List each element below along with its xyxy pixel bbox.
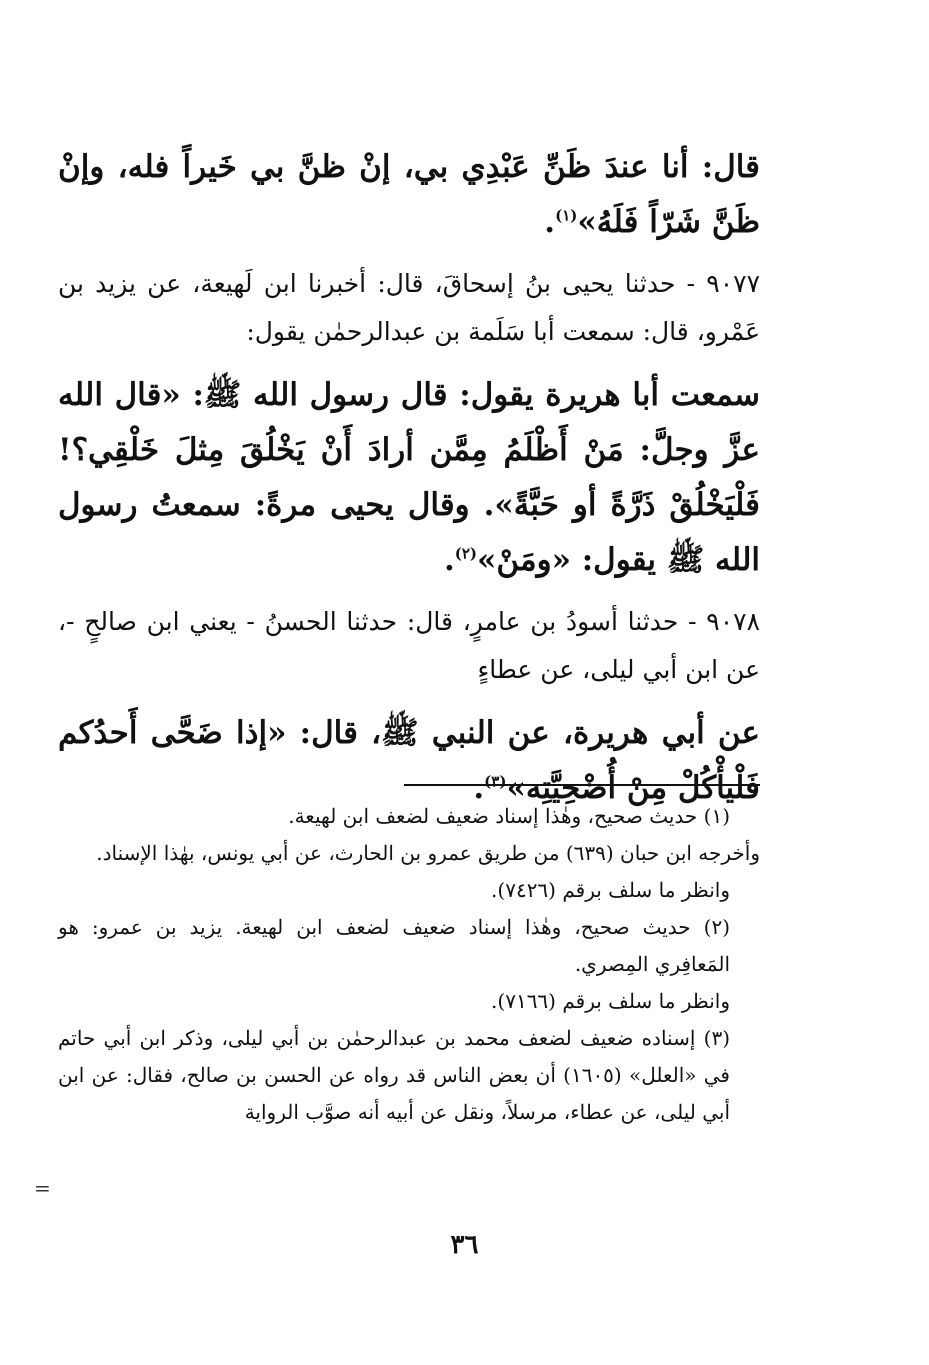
hadith-text-1	[58, 140, 760, 250]
footnote-ref-2: (٢)	[454, 544, 478, 563]
footnote-2: (٢) حديث صحيح، وهٰذا إسناد ضعيف لضعف ابن لهيعة. يزيد بن عمرو: هو المَعافِري المِصري.	[58, 915, 730, 976]
continuation-mark: =	[34, 1176, 51, 1200]
hadith-text-9078-body: عن أبي هريرة، عن النبي ﷺ، قال: «إذا ضَحَّى أَحدُكم فَلْيأْكُلْ مِنْ أُضْحِيَّتِه»	[58, 715, 760, 806]
hadith-text-9077-body: سمعت أبا هريرة يقول: قال رسول الله ﷺ: «قال الله عزَّ وجلَّ: مَنْ أَظْلَمُ مِمَّن أرادَ أَنْ يَخْلُقَ مِثلَ خَلْقِي؟! فَلْيَخْلُقْ ذَرَّةً أو حَبَّةً». وقال يحيى مرةً: سمعتُ رسول الله ﷺ يقول: «ومَنْ»	[58, 377, 760, 578]
footnote-ref-1: (١)	[555, 206, 578, 225]
isnad-9078: ٩٠٧٨ - حدثنا أسودُ بن عامرٍ، قال: حدثنا الحسنُ - يعني ابن صالحٍ -، عن ابن أبي ليلى، عن عطاءٍ	[58, 607, 760, 684]
footnote-1-source: وأخرجه ابن حبان (٦٣٩) من طريق عمرو بن الحارث، عن أبي يونس، بهٰذا الإسناد.	[96, 841, 760, 865]
footnote-1-see-also: وانظر ما سلف برقم (٧٤٢٦).	[491, 878, 730, 902]
footnote-ref-3: (٣)	[484, 772, 507, 791]
footnote-3: (٣) إسناده ضعيف لضعف محمد بن عبدالرحمٰن بن أبي ليلى، وذكر ابن أبي حاتم في «العلل» (١٦٠٥) أن بعض الناس قد رواه عن الحسن بن صالح، فقال: عن ابن أبي ليلى، عن عطاء، مرسلاً، ونقل عن أبيه أنه صوَّب الرواية	[58, 1026, 730, 1124]
hadith-text-1-end: .	[544, 204, 556, 240]
footnotes	[58, 798, 760, 1131]
page-number: ٣٦	[450, 1230, 479, 1260]
hadith-text-9078-end: .	[473, 770, 485, 806]
footnote-2-see-also: وانظر ما سلف برقم (٧١٦٦).	[491, 989, 730, 1013]
footnote-1: (١) حديث صحيح، وهٰذا إسناد ضعيف لضعف ابن لهيعة.	[288, 804, 730, 828]
hadith-text-9077-end: .	[443, 542, 455, 578]
hadith-text-9077	[58, 368, 760, 588]
isnad-9077: ٩٠٧٧ - حدثنا يحيى بنُ إسحاقَ، قال: أخبرنا ابن لَهيعة، عن يزيد بن عَمْرو، قال: سمعت أبا سَلَمة بن عبدالرحمٰن يقول:	[58, 269, 760, 346]
hadith-text-1-body: قال: أنا عندَ ظَنِّ عَبْدِي بي، إنْ ظنَّ بي خَيراً فله، وإنْ ظَنَّ شَرّاً فَلَهُ»	[58, 149, 760, 240]
main-text	[58, 140, 760, 816]
footnote-divider	[404, 784, 760, 786]
